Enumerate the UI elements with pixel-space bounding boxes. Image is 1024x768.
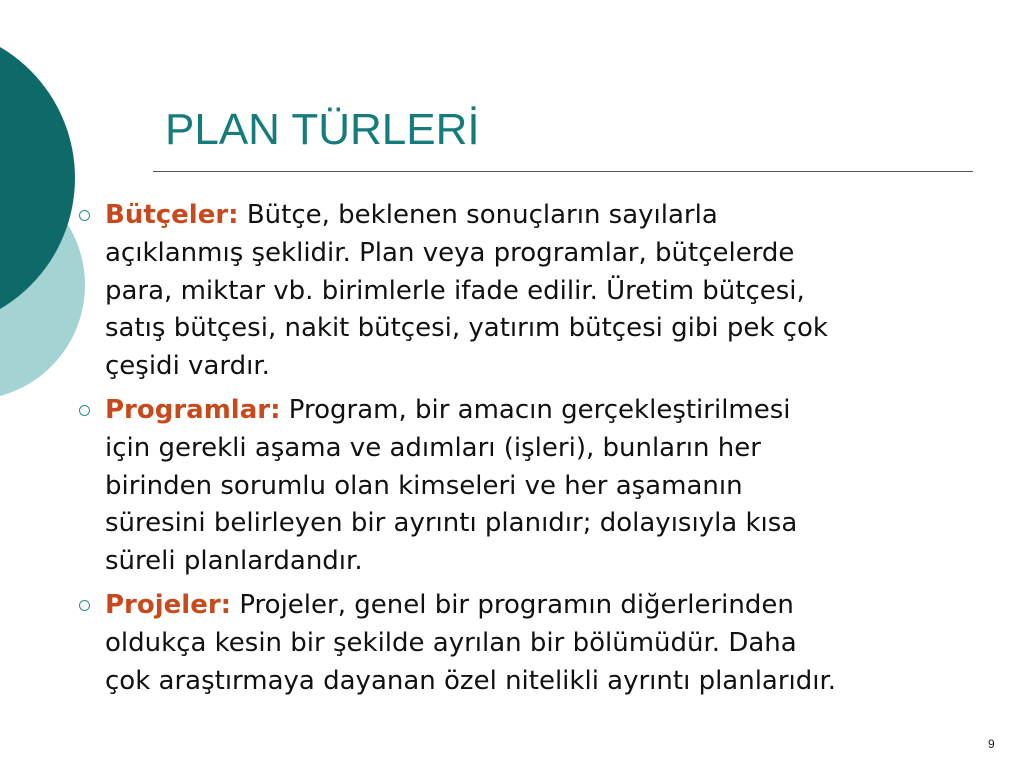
bullet-item-butceler xyxy=(0,197,836,386)
bullet-line: süreli planlardandır. xyxy=(105,546,363,577)
bullet-text: Projeler, genel bir programın diğerlerinden xyxy=(239,589,794,620)
bullet-line xyxy=(105,197,836,235)
bullet-line: için gerekli aşama ve adımları (işleri), bunların her xyxy=(105,432,761,463)
slide-title: PLAN TÜRLERİ xyxy=(165,105,480,154)
bullet-line: çeşidi vardır. xyxy=(105,351,270,382)
bullet-label: Projeler: xyxy=(105,589,232,620)
bullet-text: Program, bir amacın gerçekleştirilmesi xyxy=(288,394,791,425)
page-number: 9 xyxy=(988,737,995,751)
bullet-label: Bütçeler: xyxy=(105,200,239,230)
hollow-circle-bullet-icon xyxy=(79,600,90,611)
bullet-item-programlar xyxy=(0,392,836,581)
bullet-item-projeler xyxy=(0,587,836,700)
hollow-circle-bullet-icon xyxy=(79,210,90,221)
bullet-line xyxy=(105,587,836,625)
bullet-text: Bütçe, beklenen sonuçların sayılarla xyxy=(246,200,718,230)
bullet-line xyxy=(105,392,836,430)
bullet-line: açıklanmış şeklidir. Plan veya programlar, bütçelerde xyxy=(105,237,795,268)
bullet-label: Programlar: xyxy=(105,394,281,425)
bullet-list xyxy=(0,197,836,706)
hollow-circle-bullet-icon xyxy=(79,405,90,416)
bullet-line: süresini belirleyen bir ayrıntı planıdır; dolayısıyla kısa xyxy=(105,508,798,539)
bullet-line: satış bütçesi, nakit bütçesi, yatırım bütçesi gibi pek çok xyxy=(105,313,828,344)
bullet-line: çok araştırmaya dayanan özel nitelikli ayrıntı planlarıdır. xyxy=(105,665,837,696)
bullet-line: oldukça kesin bir şekilde ayrılan bir bölümüdür. Daha xyxy=(105,627,797,658)
bullet-line: para, miktar vb. birimlerle ifade edilir. Üretim bütçesi, xyxy=(105,275,805,306)
title-divider xyxy=(153,171,973,172)
bullet-line: birinden sorumlu olan kimseleri ve her aşamanın xyxy=(105,470,743,501)
